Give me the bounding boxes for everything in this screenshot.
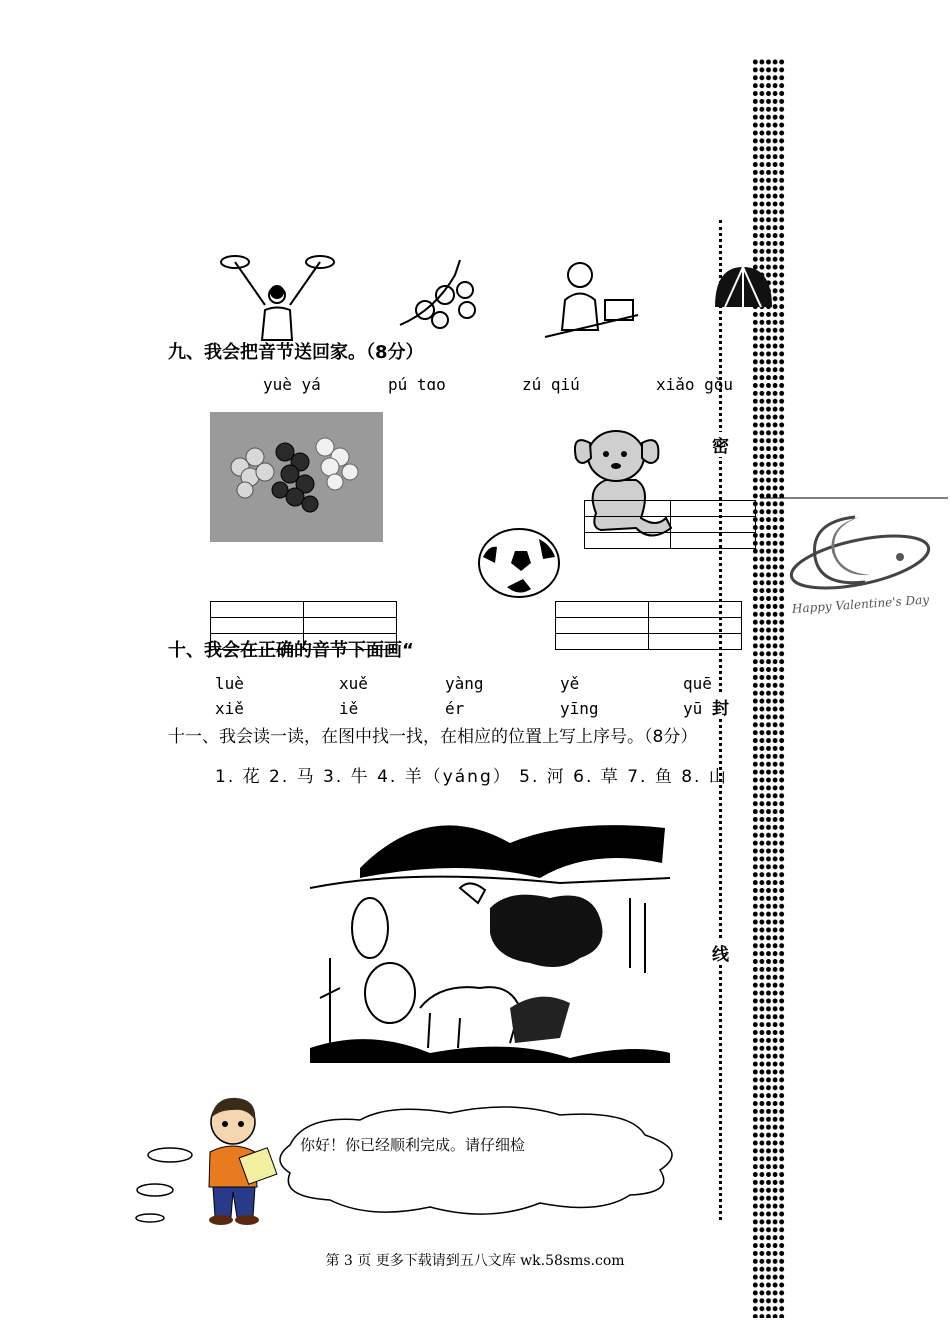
grapes-image (210, 412, 383, 542)
pinyin-xue: xuě (339, 674, 368, 693)
section11-word-list: 1. 花 2. 马 3. 牛 4. 羊（yáng） 5. 河 6. 草 7. 鱼 8. 山 (215, 767, 728, 787)
pinyin-que: quē (683, 674, 712, 693)
svg-text:Happy Valentine's Day: Happy Valentine's Day (791, 592, 930, 617)
binding-label-feng: 封 (712, 694, 729, 719)
soccer-ball-image (477, 527, 561, 599)
pinyin-zuqiu: zú qiú (522, 375, 580, 394)
speech-bubble-text: 你好！你已经顺利完成。请仔细检 (300, 1136, 526, 1154)
section9-heading: 九、我会把音节送回家。（8分） (168, 342, 424, 363)
binding-dashed-line (719, 220, 722, 1220)
boy-with-clipboard-image (185, 1092, 285, 1227)
pinyin-yu: yū (683, 699, 703, 718)
writing-grid-4[interactable] (584, 500, 756, 549)
binding-label-xian: 线 (712, 940, 729, 965)
pinyin-xie: xiě (215, 699, 244, 718)
pinyin-er: ér (445, 699, 465, 718)
pinyin-lue: luè (215, 674, 244, 693)
pinyin-ying: yīng (560, 699, 599, 718)
binding-label-mi: 密 (712, 432, 729, 457)
pinyin-ye: yě (560, 674, 580, 693)
pinyin-ie: iě (339, 699, 359, 718)
plum-blossom-image (395, 255, 490, 340)
child-at-desk-image (540, 255, 640, 340)
pinyin-yueya: yuè yá (263, 375, 321, 394)
pinwheel-child-image (210, 250, 345, 345)
umbrella-image (710, 262, 775, 317)
section10-heading: 十、我会在正确的音节下面画“ (168, 640, 414, 661)
pinyin-yang: yàng (445, 674, 484, 693)
page-footer: 第 3 页 更多下载请到五八文库 wk.58sms.com (325, 1253, 625, 1269)
section11-heading: 十一、我会读一读，在图中找一找，在相应的位置上写上序号。（8分） (168, 727, 698, 747)
farm-scene-image (310, 808, 670, 1063)
valentine-decoration (760, 497, 948, 620)
pinyin-putao: pú tɑo (388, 375, 446, 394)
pinyin-xiaogou: xiǎo gǒu (656, 375, 734, 394)
writing-grid-3[interactable] (555, 601, 742, 650)
dotted-border-decoration (752, 58, 786, 1318)
